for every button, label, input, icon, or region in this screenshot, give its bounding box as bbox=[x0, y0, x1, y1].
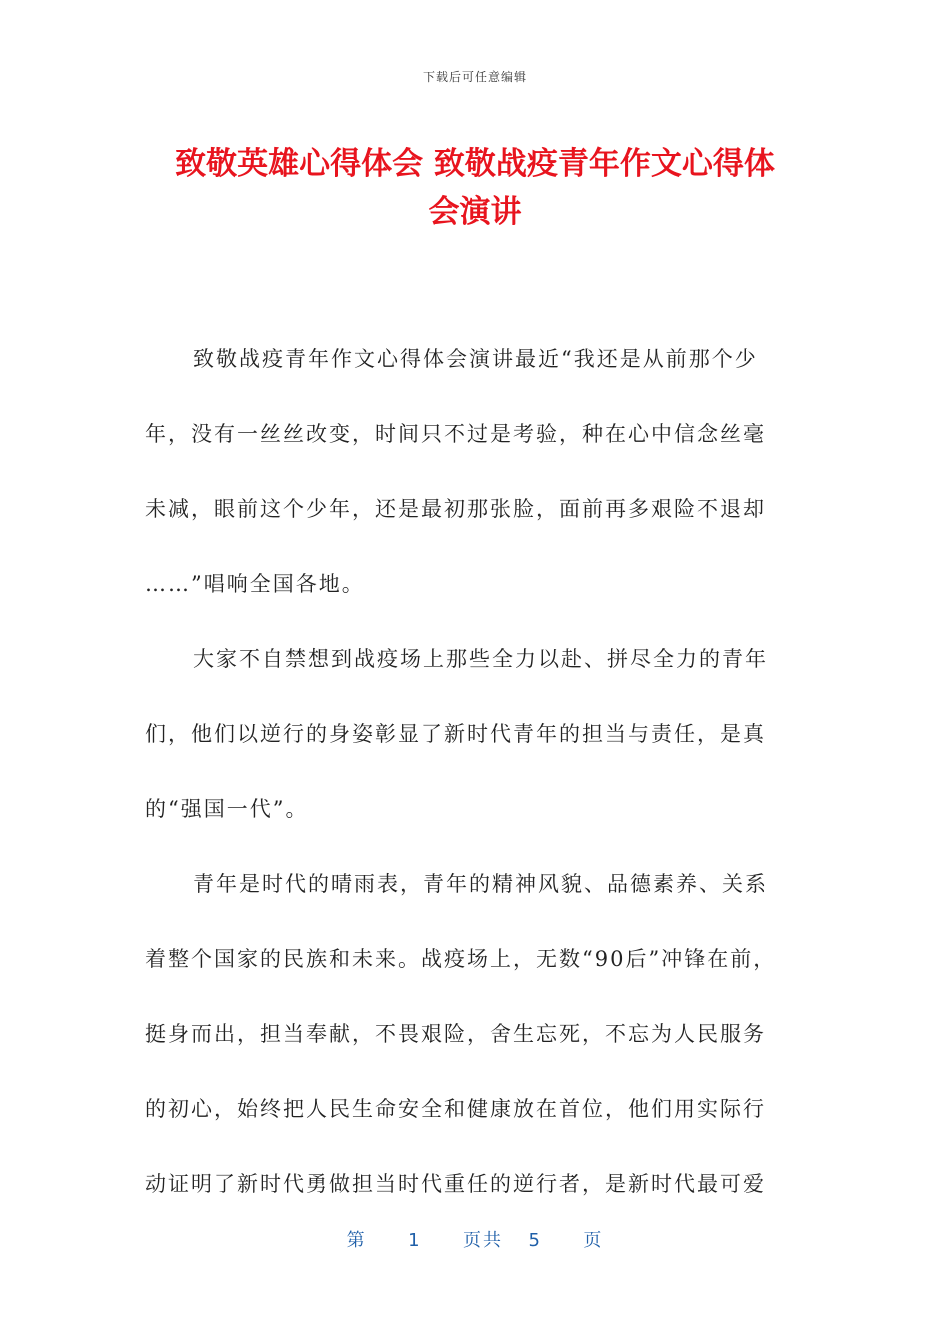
paragraph-3 bbox=[145, 847, 813, 1222]
paragraph-line: 们，他们以逆行的身姿彰显了新时代青年的担当与责任，是真 bbox=[145, 722, 766, 746]
title-line-1: 致敬英雄心得体会 致敬战疫青年作文心得体 bbox=[175, 146, 775, 182]
page-middle: 页共 bbox=[463, 1230, 503, 1251]
title-line-2: 会演讲 bbox=[428, 194, 522, 230]
page-current: 1 bbox=[408, 1230, 422, 1251]
paragraph-line: 未减，眼前这个少年，还是最初那张脸，面前再多艰险不退却 bbox=[145, 497, 766, 521]
document-body bbox=[145, 322, 813, 1222]
page-suffix: 页 bbox=[583, 1230, 604, 1251]
header-note: 下载后可任意编辑 bbox=[422, 70, 527, 84]
document-title bbox=[130, 140, 820, 236]
paragraph-2 bbox=[145, 622, 813, 847]
paragraph-line: 青年是时代的晴雨表，青年的精神风貌、品德素养、关系 bbox=[193, 872, 768, 896]
paragraph-line: 动证明了新时代勇做担当时代重任的逆行者，是新时代最可爱 bbox=[145, 1172, 766, 1196]
page-number-footer bbox=[0, 1226, 950, 1252]
paragraph-line: 年，没有一丝丝改变，时间只不过是考验，种在心中信念丝毫 bbox=[145, 422, 766, 446]
page-total: 5 bbox=[528, 1230, 542, 1251]
paragraph-1 bbox=[145, 322, 813, 622]
page-prefix: 第 bbox=[346, 1230, 367, 1251]
paragraph-line: 挺身而出，担当奉献，不畏艰险，舍生忘死，不忘为人民服务 bbox=[145, 1022, 766, 1046]
paragraph-line: ……”唱响全国各地。 bbox=[145, 572, 365, 596]
paragraph-line: 大家不自禁想到战疫场上那些全力以赴、拼尽全力的青年 bbox=[193, 647, 768, 671]
paragraph-line: 着整个国家的民族和未来。战疫场上，无数“90后”冲锋在前， bbox=[145, 947, 777, 971]
paragraph-line: 的“强国一代”。 bbox=[145, 797, 309, 821]
paragraph-line: 的初心，始终把人民生命安全和健康放在首位，他们用实际行 bbox=[145, 1097, 766, 1121]
paragraph-line: 致敬战疫青年作文心得体会演讲最近“我还是从前那个少 bbox=[193, 347, 758, 371]
